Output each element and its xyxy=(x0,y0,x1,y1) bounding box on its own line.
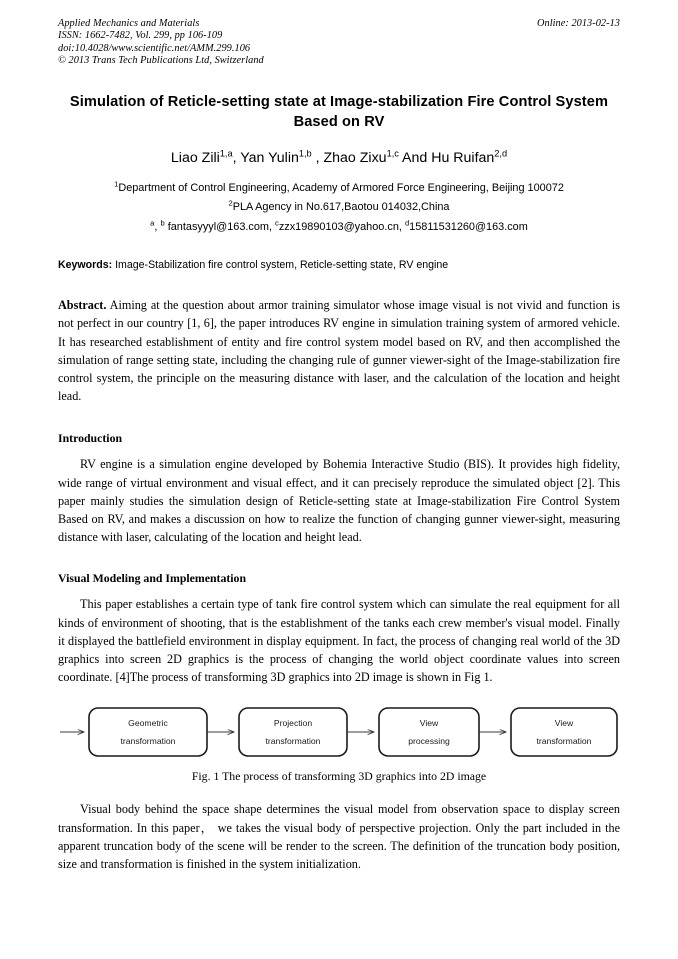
section-heading-visual-modeling: Visual Modeling and Implementation xyxy=(58,571,247,586)
journal-header xyxy=(58,18,620,68)
online-date: Online: 2013-02-13 xyxy=(537,18,620,29)
author-name: Yan Yulin xyxy=(240,149,299,166)
author-separator: And xyxy=(398,149,432,166)
email-marker-c: c xyxy=(275,218,279,227)
abstract-block xyxy=(58,296,620,405)
figure-1 xyxy=(58,704,620,784)
page-title: Simulation of Reticle-setting state at Image-stabilization Fire Control System Based on RV xyxy=(69,93,609,130)
keywords-label: Keywords: xyxy=(58,259,113,272)
affiliation-text: PLA Agency in No.617,Baotou 014032,China xyxy=(232,201,450,214)
flowchart-diagram xyxy=(58,704,620,760)
email-marker-b: b xyxy=(160,218,165,227)
journal-copyright: © 2013 Trans Tech Publications Ltd, Switzerland xyxy=(58,55,264,67)
section-paragraph-visual-modeling: This paper establishes a certain type of tank fire control system which can simulate the real equipment for all kinds of environment of shooting, that is the establishment of the tanks each crew member's visual model. Finally it displayed the battlefield environment in display equipment. In fact, the process of changing real world of the 3D graphics into screen 2D graphics is the process of changing the world object coordinate values into screen coordinate. [4]The process of transforming 3D graphics into 2D image is shown in Fig 1. xyxy=(58,597,620,685)
email-separator: , xyxy=(154,220,161,233)
author-separator: , xyxy=(311,149,324,166)
author-name: Hu Ruifan xyxy=(431,149,495,166)
email-line xyxy=(58,218,620,238)
flow-box-geometric-transformation xyxy=(89,708,207,756)
flow-box-label: View xyxy=(419,718,439,729)
journal-name: Applied Mechanics and Materials xyxy=(58,18,200,29)
closing-paragraph: Visual body behind the space shape determines the visual model from observation space to display screen transformation. In this paper， we takes the visual body of perspective projection. Only the part included in the apparent truncation body of the scene will be render to the screen. The definition of the truncation body position, size and transformation is finished in the system initialization. xyxy=(58,802,620,871)
flow-box-label: View xyxy=(554,718,574,729)
flow-box-label: transformation xyxy=(536,736,592,747)
affiliation-line xyxy=(58,198,620,218)
abstract-text: Aiming at the question about armor training simulator whose image visual is not vivid and function is not perfect in our country [1, 6], the paper introduces RV engine in simulation training system of armored vehicle. It has researched establishment of entity and fire control system model based on RV, and then accomplished the simulation of range setting state, including the changing rule of gunner viewer-sight of the Image-stabilization fire control system, the principle on the measuring distance with laser, and the calculation of the location and height lead. xyxy=(58,298,620,404)
section-heading-introduction: Introduction xyxy=(58,431,123,446)
email-address-c[interactable]: zzx19890103@yahoo.cn, xyxy=(278,220,405,233)
flow-box-view-processing xyxy=(379,708,479,756)
email-marker-d: d xyxy=(404,218,410,227)
email-address-ab[interactable]: fantasyyyl@163.com, xyxy=(164,220,276,233)
author-entry xyxy=(431,147,508,166)
flow-box-view-transformation xyxy=(511,708,617,756)
flow-box-label: transformation xyxy=(120,736,176,747)
author-separator: , xyxy=(232,149,241,166)
affiliation-line xyxy=(58,179,620,199)
author-entry xyxy=(240,147,324,166)
section-paragraph-introduction: RV engine is a simulation engine developed by Bohemia Interactive Studio (BIS). It provides high fidelity, wide range of virtual environment and visual effect, and it can precisely reproduce the simulated object [2]. This paper mainly studies the simulation design of Reticle-setting state at Image-stabilization Fire Control System Based on RV, and makes a discussion on how to realize the function of changing gunner viewer-sight, measuring distance with laser, calculating of the location and height lead. xyxy=(58,457,620,545)
affiliation-text: Department of Control Engineering, Academy of Armored Force Engineering, Beijing 100072 xyxy=(118,181,564,194)
keywords-text: Image-Stabilization fire control system, Reticle-setting state, RV engine xyxy=(112,259,449,272)
journal-issn: ISSN: 1662-7482, Vol. 299, pp 106-109 xyxy=(58,30,223,42)
author-entry xyxy=(323,147,432,166)
abstract-label: Abstract. xyxy=(58,298,107,313)
email-marker-a: a xyxy=(150,218,155,227)
affiliation-marker: 1 xyxy=(114,179,119,188)
author-affiliation-marker: 1,b xyxy=(298,147,312,158)
flow-box-label: Geometric xyxy=(128,718,168,729)
author-name: Liao Zili xyxy=(170,149,220,166)
flow-box-label: processing xyxy=(408,736,450,747)
author-list xyxy=(58,149,620,167)
author-affiliation-marker: 1,c xyxy=(386,147,399,158)
affiliation-block xyxy=(58,179,620,238)
author-entry xyxy=(170,147,241,166)
flow-box-label: transformation xyxy=(265,736,321,747)
keywords-line xyxy=(58,258,620,273)
author-name: Zhao Zixu xyxy=(323,149,387,166)
flow-box-label: Projection xyxy=(273,718,313,729)
email-address-d[interactable]: 15811531260@163.com xyxy=(409,220,528,233)
affiliation-marker: 2 xyxy=(228,198,233,208)
flow-box-projection-transformation xyxy=(239,708,347,756)
author-affiliation-marker: 2,d xyxy=(494,147,508,158)
figure-caption: Fig. 1 The process of transforming 3D graphics into 2D image xyxy=(191,769,487,784)
journal-doi: doi:10.4028/www.scientific.net/AMM.299.106 xyxy=(58,42,251,54)
author-affiliation-marker: 1,a xyxy=(219,147,233,158)
